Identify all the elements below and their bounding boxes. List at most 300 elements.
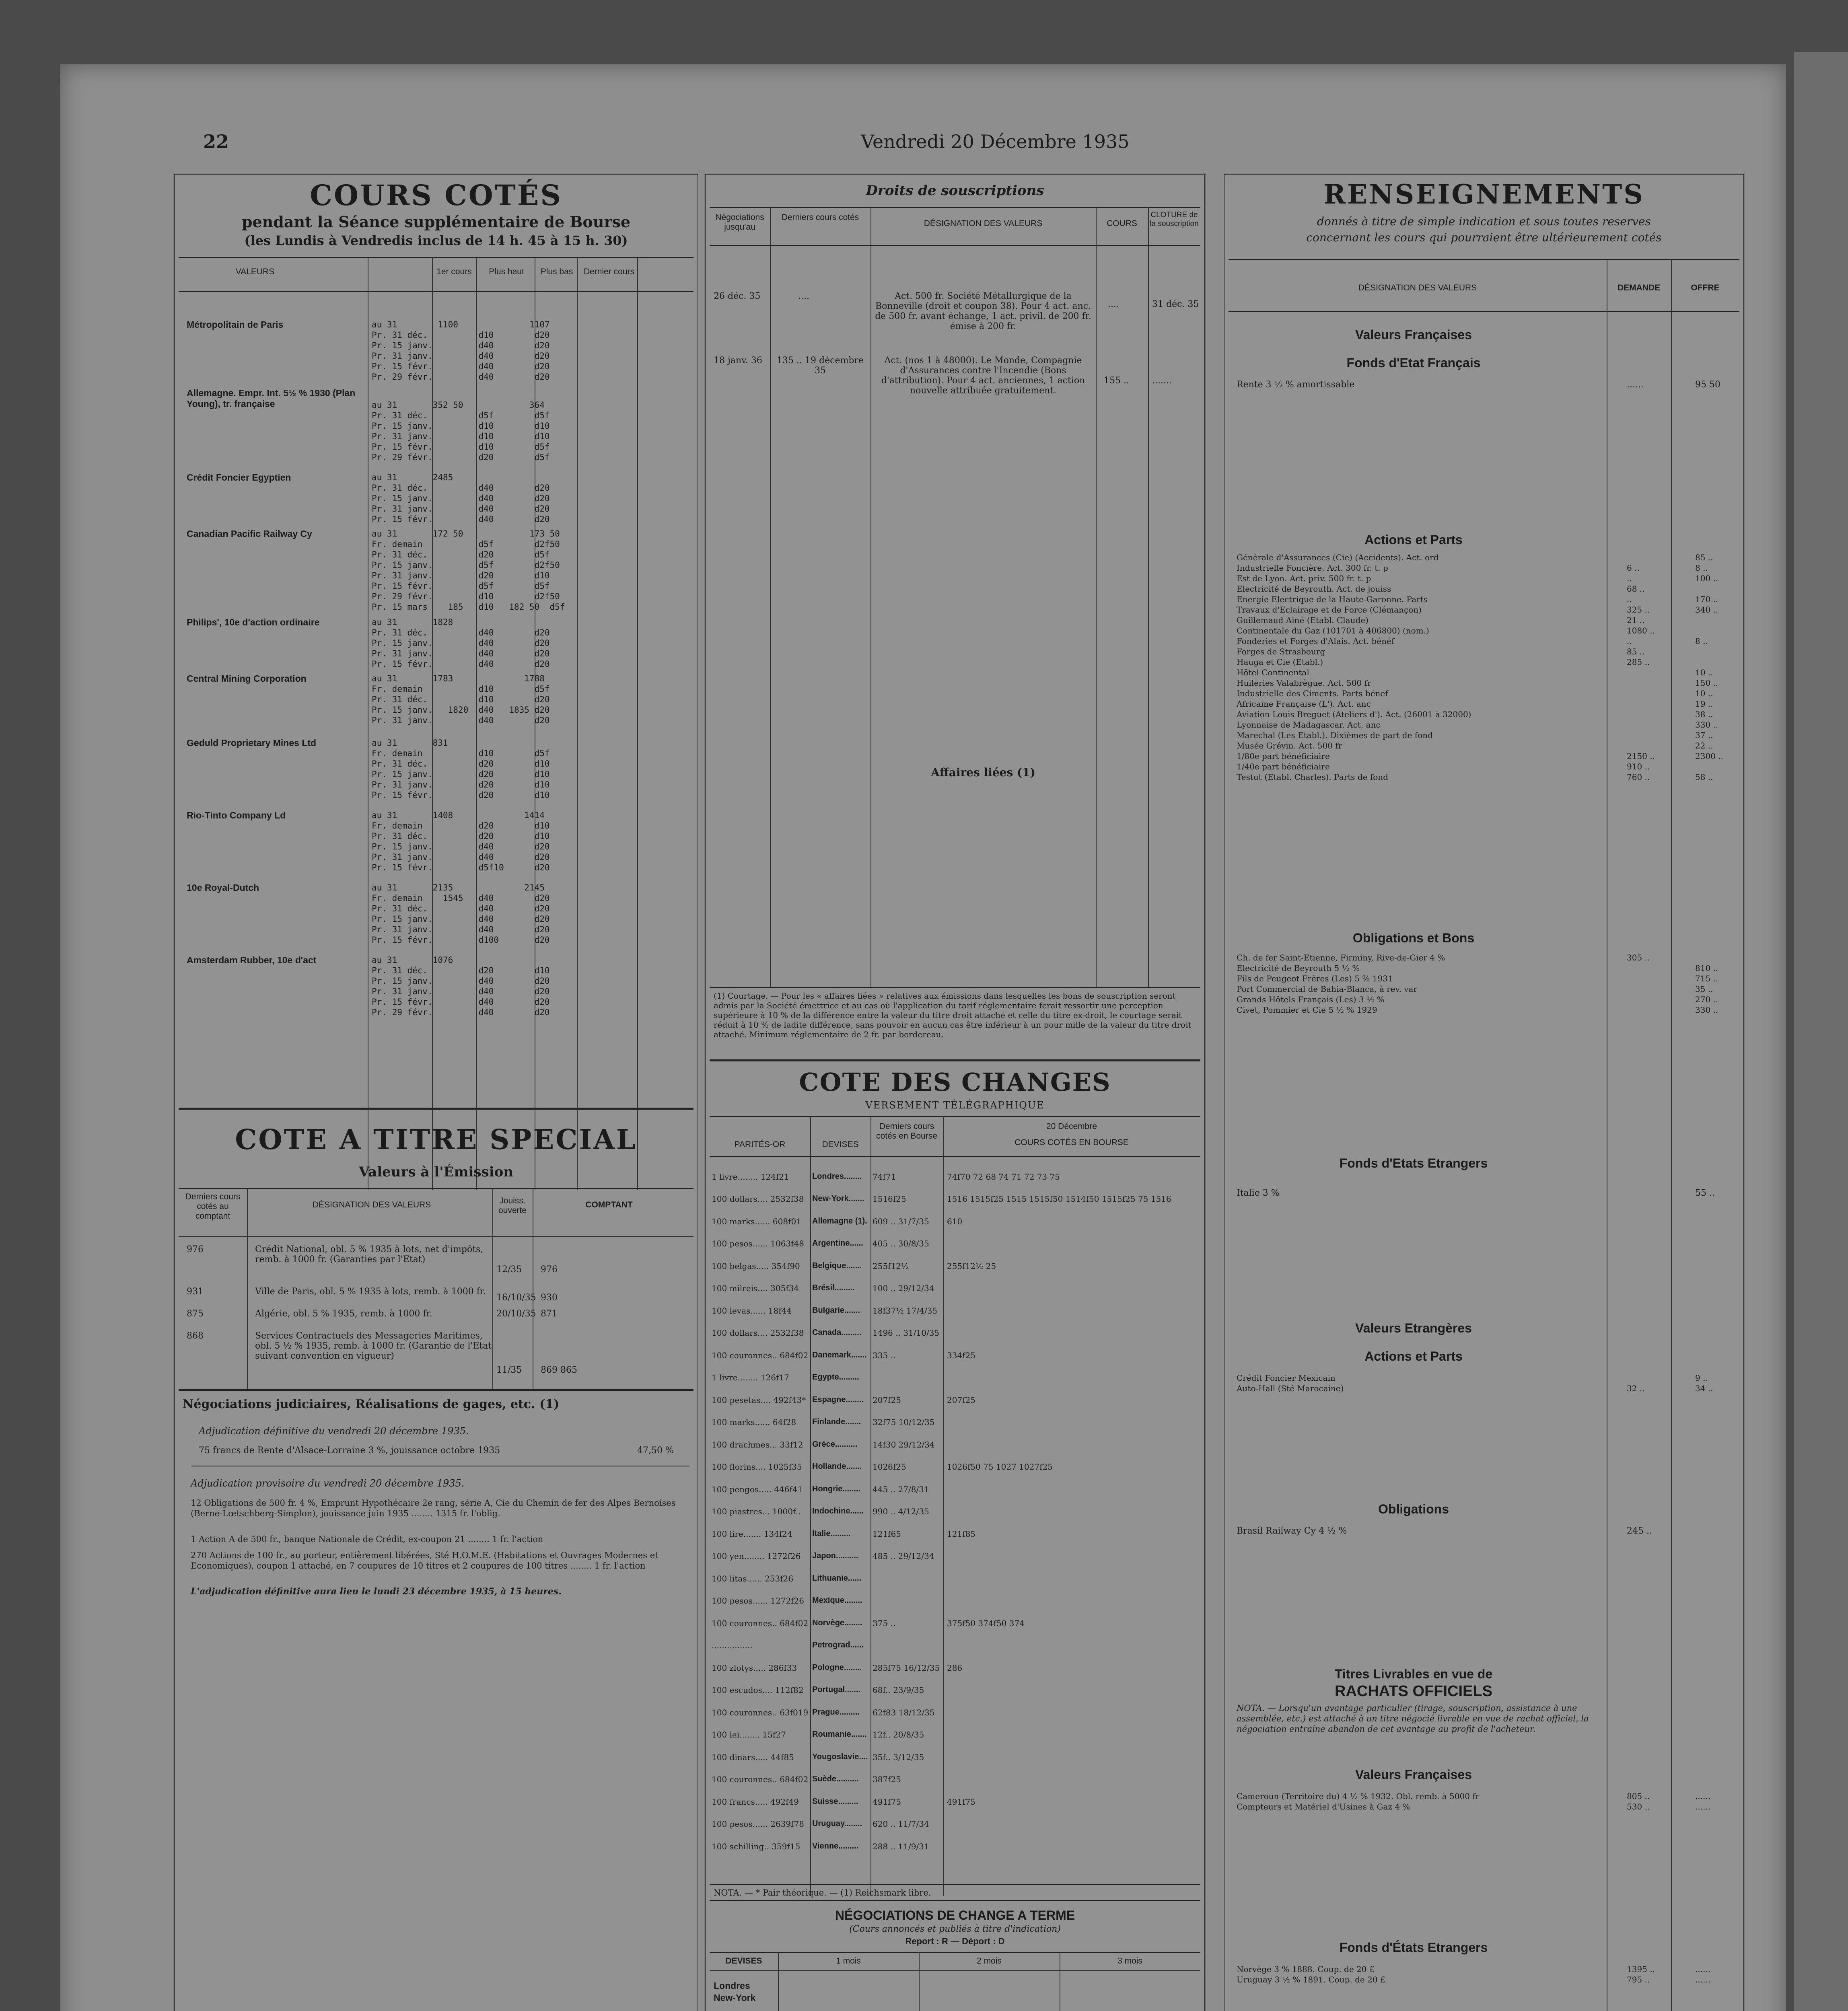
change-prev: 18f37½ 17/4/35 bbox=[873, 1306, 938, 1316]
ren-row-name: Hauga et Cie (Etabl.) bbox=[1237, 657, 1323, 667]
ren-row-offre: 2300 .. bbox=[1695, 751, 1723, 761]
terme-header-devises: DEVISES bbox=[725, 1956, 762, 1966]
ren-row-name: Hôtel Continental bbox=[1237, 668, 1309, 677]
change-prev: 32f75 10/12/35 bbox=[873, 1417, 935, 1427]
special-jouiss: 11/35 bbox=[496, 1365, 522, 1375]
ren-row-name: 1/40e part bénéficiaire bbox=[1237, 762, 1330, 771]
change-cours: 286 bbox=[947, 1663, 963, 1673]
renseignements-title: RENSEIGNEMENTS bbox=[1323, 179, 1644, 210]
ren-row-name: Brasil Railway Cy 4 ½ % bbox=[1237, 1526, 1347, 1536]
change-prev: 12f.. 20/8/35 bbox=[873, 1730, 924, 1740]
change-devise: Mexique........ bbox=[812, 1596, 862, 1605]
ren-nota: NOTA. — Lorsqu'un avantage particulier (tirage, souscription, assistance à une assemblée, etc.) est attaché à un titre négocié livrable en vue de rachat officiel, la négociation entraîne abandon de cet avantage au profit de l'acheteur. bbox=[1237, 1703, 1589, 1734]
ren-row-name: Electricité de Beyrouth. Act. de jouiss bbox=[1237, 584, 1391, 594]
cours-cotes-title: COURS COTÉS bbox=[310, 179, 562, 212]
change-parite: 100 couronnes.. 684f02 bbox=[712, 1618, 809, 1628]
change-prev: 620 .. 11/7/34 bbox=[873, 1819, 929, 1829]
adj-prov-title: Adjudication provisoire du vendredi 20 décembre 1935. bbox=[191, 1478, 465, 1489]
column-renseignements bbox=[1223, 173, 1745, 2011]
special-name: Algérie, obl. 5 % 1935, remb. à 1000 fr. bbox=[255, 1309, 432, 1319]
change-prev: 445 .. 27/8/31 bbox=[873, 1485, 929, 1494]
droit-cours: .... bbox=[1108, 299, 1119, 309]
change-prev: 990 .. 4/12/35 bbox=[873, 1507, 929, 1516]
ren-row-demande: 21 .. bbox=[1627, 615, 1645, 625]
ren-section: RACHATS OFFICIELS bbox=[1335, 1683, 1492, 1700]
change-prev: 335 .. bbox=[873, 1351, 896, 1360]
change-prev: 609 .. 31/7/35 bbox=[873, 1217, 929, 1226]
change-cours: 255f12½ 25 bbox=[947, 1261, 996, 1271]
ren-row-demande: 1395 .. bbox=[1627, 1964, 1655, 1974]
special-prev: 931 bbox=[187, 1287, 204, 1297]
changes-header-prev: Derniers cours cotés en Bourse bbox=[876, 1122, 937, 1141]
ren-row-name: Musée Grévin. Act. 500 fr bbox=[1237, 741, 1342, 751]
ren-row-offre: 715 .. bbox=[1695, 974, 1718, 983]
droit-date: 18 janv. 36 bbox=[714, 356, 762, 366]
ren-row-name: Guillemaud Ainé (Etabl. Claude) bbox=[1237, 615, 1369, 625]
adj-def-item: 75 francs de Rente d'Alsace-Lorraine 3 %, jouissance octobre 1935 bbox=[199, 1446, 500, 1456]
change-devise: Danemark....... bbox=[812, 1351, 867, 1359]
valeur-name: Allemagne. Empr. Int. 5½ % 1930 (Plan Young), tr. française bbox=[187, 388, 356, 409]
valeur-name: Central Mining Corporation bbox=[187, 673, 307, 684]
valeur-name: Philips', 10e d'action ordinaire bbox=[187, 617, 320, 627]
change-cours: 491f75 bbox=[947, 1797, 976, 1807]
change-parite: ................ bbox=[712, 1641, 753, 1650]
special-cours: 976 bbox=[541, 1265, 558, 1275]
affaires-liees: Affaires liées (1) bbox=[931, 766, 1035, 779]
ren-row-name: Cameroun (Territoire du) 4 ½ % 1932. Obl. remb. à 5000 fr bbox=[1237, 1791, 1480, 1801]
special-name: Crédit National, obl. 5 % 1935 à lots, net d'impôts, remb. à 1000 fr. (Garanties par l'Etat) bbox=[255, 1244, 484, 1265]
col-header-valeurs: VALEURS bbox=[235, 267, 275, 276]
change-devise: Grèce.......... bbox=[812, 1440, 858, 1449]
ren-header-offre: OFFRE bbox=[1691, 283, 1720, 292]
cote-special-section: Valeurs à l'Émission bbox=[358, 1164, 514, 1180]
change-prev: 35f.. 3/12/35 bbox=[873, 1752, 924, 1762]
change-prev: 491f75 bbox=[873, 1797, 901, 1807]
change-devise: Petrograd...... bbox=[812, 1641, 864, 1649]
adj-prov-item: 1 Action A de 500 fr., banque Nationale de Crédit, ex-coupon 21 ........ 1 fr. l'action bbox=[191, 1534, 543, 1544]
ren-row-offre: 8 .. bbox=[1695, 563, 1708, 573]
ren-row-demande: 795 .. bbox=[1627, 1975, 1650, 1984]
ren-section: Obligations bbox=[1378, 1502, 1449, 1516]
ren-row-offre: 10 .. bbox=[1695, 668, 1713, 677]
ren-row-offre: 22 .. bbox=[1695, 741, 1713, 751]
change-parite: 1 livre........ 124f21 bbox=[712, 1172, 789, 1182]
ren-row-offre: 100 .. bbox=[1695, 574, 1718, 583]
change-prev: 121f65 bbox=[873, 1529, 901, 1539]
droit-name: Act. (nos 1 à 48000). Le Monde, Compagnie d'Assurances contre l'Incendie (Bons d'attribution). Pour 4 act. anciennes, 1 action nouvelle attribuée gratuitement. bbox=[881, 356, 1085, 396]
change-devise: Uruguay........ bbox=[812, 1819, 862, 1828]
change-devise: Brésil......... bbox=[812, 1283, 855, 1292]
col-header-1er: 1er cours bbox=[436, 267, 472, 276]
ren-row-name: Lyonnaise de Madagascar. Act. anc bbox=[1237, 720, 1381, 730]
ren-row-demande: 245 .. bbox=[1627, 1526, 1652, 1536]
change-cours: 334f25 bbox=[947, 1351, 976, 1360]
change-devise: Italie......... bbox=[812, 1529, 851, 1538]
column-droits-changes bbox=[704, 173, 1206, 2011]
valeur-quotes: au 31 172 50 173 50 Fr. demain d5f d2f50 Pr. 31 déc. d20 d5f Pr. 15 janv. d5f d2f50 Pr. 31 janv. d20 d10 Pr. 15 févr. d5f d5f Pr. 29 févr. d10 d2f50 Pr. 15 mars 185 d10 182 50 d5f bbox=[372, 529, 565, 612]
ren-row-demande: .. bbox=[1627, 594, 1632, 604]
change-devise: Canada......... bbox=[812, 1328, 862, 1337]
valeur-name: Crédit Foncier Egyptien bbox=[187, 472, 291, 483]
ren-row-demande: 285 .. bbox=[1627, 657, 1650, 667]
ren-row-demande: 32 .. bbox=[1627, 1384, 1645, 1393]
change-devise: Suisse......... bbox=[812, 1797, 858, 1806]
ren-row-demande: 805 .. bbox=[1627, 1791, 1650, 1801]
ren-row-offre: 34 .. bbox=[1695, 1384, 1713, 1393]
valeur-name: Métropolitain de Paris bbox=[187, 319, 284, 330]
change-parite: 100 schilling.. 359f15 bbox=[712, 1842, 801, 1851]
droit-cloture: 31 déc. 35 bbox=[1152, 299, 1199, 309]
ren-row-offre: 270 .. bbox=[1695, 995, 1718, 1004]
special-cours: 930 bbox=[541, 1293, 558, 1303]
change-devise: Finlande....... bbox=[812, 1417, 861, 1426]
change-parite: 100 pesos...... 1063f48 bbox=[712, 1239, 804, 1248]
ren-row-name: Fils de Peugeot Frères (Les) 5 % 1931 bbox=[1237, 974, 1393, 983]
ren-row-offre: 35 .. bbox=[1695, 984, 1713, 994]
valeur-name: Rio-Tinto Company Ld bbox=[187, 810, 286, 820]
special-name: Services Contractuels des Messageries Maritimes, obl. 5 ½ % 1935, remb. à 1000 fr. (Garantie de l'Etat suivant convention en vigueur) bbox=[255, 1331, 492, 1361]
ren-row-name: Energie Electrique de la Haute-Garonne. Parts bbox=[1237, 594, 1428, 604]
change-devise: Espagne........ bbox=[812, 1395, 864, 1404]
ren-section: Fonds d'Etats Etrangers bbox=[1339, 1156, 1488, 1170]
valeur-quotes: au 31 1408 1414 Fr. demain d20 d10 Pr. 31 déc. d20 d10 Pr. 15 janv. d40 d20 Pr. 31 janv. d40 d20 Pr. 15 févr. d5f10 d20 bbox=[372, 810, 550, 872]
special-prev: 976 bbox=[187, 1244, 204, 1254]
valeur-quotes: au 31 831 Fr. demain d10 d5f Pr. 31 déc. d20 d10 Pr. 15 janv. d20 d10 Pr. 31 janv. d20 d10 Pr. 15 févr. d20 d10 bbox=[372, 738, 550, 800]
ren-row-offre: ...... bbox=[1695, 1791, 1711, 1801]
change-prev: 74f71 bbox=[873, 1172, 896, 1182]
ren-row-demande: 6 .. bbox=[1627, 563, 1640, 573]
terme-header-1: 1 mois bbox=[836, 1956, 861, 1966]
ren-section: Valeurs Françaises bbox=[1355, 327, 1472, 342]
ren-row-name: Rente 3 ½ % amortissable bbox=[1237, 380, 1355, 390]
change-cours: 1516 1515f25 1515 1515f50 1514f50 1515f25 75 1516 bbox=[947, 1194, 1171, 1204]
valeur-name: 10e Royal-Dutch bbox=[187, 882, 259, 893]
ren-row-name: Port Commercial de Bahia-Blanca, à rev. var bbox=[1237, 984, 1418, 994]
change-prev: 375 .. bbox=[873, 1618, 896, 1628]
ren-section: Valeurs Etrangères bbox=[1355, 1321, 1472, 1335]
changes-header-parites: PARITÉS-OR bbox=[734, 1140, 786, 1149]
special-header-prev: Derniers cours cotés au comptant bbox=[185, 1192, 241, 1221]
ren-row-offre: 85 .. bbox=[1695, 553, 1713, 562]
ren-row-demande: .. bbox=[1627, 636, 1632, 646]
ren-row-name: Grands Hôtels Français (Les) 3 ½ % bbox=[1237, 995, 1385, 1004]
ren-row-name: Huileries Valabrègue. Act. 500 fr bbox=[1237, 678, 1371, 688]
change-parite: 100 drachmes... 33f12 bbox=[712, 1440, 803, 1450]
terme-header-2: 2 mois bbox=[977, 1956, 1002, 1966]
ren-row-offre: 9 .. bbox=[1695, 1373, 1708, 1383]
ren-row-offre: 55 .. bbox=[1695, 1188, 1715, 1198]
terme-subtitle: (Cours annoncés et publiés à titre d'indication) bbox=[849, 1924, 1061, 1934]
ren-row-offre: 19 .. bbox=[1695, 699, 1713, 709]
changes-header-devises: DEVISES bbox=[822, 1140, 859, 1149]
valeur-quotes: au 31 2485 Pr. 31 déc. d40 d20 Pr. 15 janv. d40 d20 Pr. 31 janv. d40 d20 Pr. 15 févr. d40 d20 bbox=[372, 473, 550, 524]
ren-row-offre: 10 .. bbox=[1695, 689, 1713, 698]
valeur-quotes: au 31 1828 Pr. 31 déc. d40 d20 Pr. 15 janv. d40 d20 Pr. 31 janv. d40 d20 Pr. 15 févr. d40 d20 bbox=[372, 617, 550, 669]
special-header-comptant: COMPTANT bbox=[585, 1200, 633, 1209]
ren-row-name: Forges de Strasbourg bbox=[1237, 647, 1325, 656]
ren-header-desig: DÉSIGNATION DES VALEURS bbox=[1358, 283, 1477, 292]
droit-cloture: ....... bbox=[1152, 376, 1172, 386]
adj-note: L'adjudication définitive aura lieu le lundi 23 décembre 1935, à 15 heures. bbox=[191, 1586, 562, 1597]
special-prev: 875 bbox=[187, 1309, 204, 1319]
valeur-quotes: au 31 1100 1107 Pr. 31 déc. d10 d20 Pr. 15 janv. d40 d20 Pr. 31 janv. d40 d20 Pr. 15 févr. d40 d20 Pr. 29 févr. d40 d20 bbox=[372, 320, 550, 382]
ren-header-demande: DEMANDE bbox=[1617, 283, 1661, 292]
col-header-haut: Plus haut bbox=[489, 267, 524, 276]
change-parite: 100 zlotys..... 286f33 bbox=[712, 1663, 797, 1673]
special-prev: 868 bbox=[187, 1331, 204, 1341]
ren-row-name: Travaux d'Eclairage et de Force (Clémançon) bbox=[1237, 605, 1422, 615]
ren-section: Fonds d'États Etrangers bbox=[1339, 1940, 1488, 1955]
change-parite: 100 lire....... 134f24 bbox=[712, 1529, 792, 1539]
change-cours: 207f25 bbox=[947, 1395, 976, 1405]
change-prev: 485 .. 29/12/34 bbox=[873, 1551, 934, 1561]
special-jouiss: 12/35 bbox=[496, 1265, 522, 1275]
ren-row-offre: 170 .. bbox=[1695, 594, 1718, 604]
ren-section: Actions et Parts bbox=[1364, 1349, 1463, 1363]
valeur-quotes: au 31 1076 Pr. 31 déc. d20 d10 Pr. 15 janv. d40 d20 Pr. 31 janv. d40 d20 Pr. 15 févr. d40 d20 Pr. 29 févr. d40 d20 bbox=[372, 955, 550, 1017]
change-prev: 387f25 bbox=[873, 1775, 901, 1784]
ren-row-demande: 530 .. bbox=[1627, 1802, 1650, 1812]
ren-row-demande: .. bbox=[1627, 574, 1632, 583]
change-parite: 100 yen........ 1272f26 bbox=[712, 1551, 801, 1561]
change-devise: Roumanie....... bbox=[812, 1730, 867, 1739]
change-cours: 375f50 374f50 374 bbox=[947, 1618, 1025, 1628]
cours-cotes-subtitle: pendant la Séance supplémentaire de Bourse bbox=[241, 213, 631, 231]
change-parite: 100 litas...... 253f26 bbox=[712, 1574, 794, 1583]
ren-row-demande: 325 .. bbox=[1627, 605, 1650, 615]
change-devise: Londres........ bbox=[812, 1172, 862, 1181]
change-devise: Yougoslavie.... bbox=[812, 1752, 868, 1761]
changes-title: COTE DES CHANGES bbox=[799, 1067, 1111, 1097]
changes-rows bbox=[710, 1172, 1200, 1880]
special-jouiss: 20/10/35 bbox=[496, 1309, 536, 1319]
change-devise: Prague......... bbox=[812, 1708, 860, 1717]
change-prev: 288 .. 11/9/31 bbox=[873, 1842, 929, 1851]
change-parite: 100 milreis.... 305f34 bbox=[712, 1283, 799, 1293]
negociations-title: Négociations judiciaires, Réalisations de gages, etc. (1) bbox=[183, 1397, 560, 1411]
droit-date: 26 déc. 35 bbox=[714, 291, 761, 301]
ren-section: Valeurs Françaises bbox=[1355, 1767, 1472, 1782]
change-parite: 100 pesetas.... 492f43* bbox=[712, 1395, 806, 1405]
ren-row-name: Compteurs et Matériel d'Usines à Gaz 4 % bbox=[1237, 1802, 1410, 1812]
change-parite: 100 dinars..... 44f85 bbox=[712, 1752, 794, 1762]
ren-row-offre: 38 .. bbox=[1695, 709, 1713, 719]
change-devise: Lithuanie...... bbox=[812, 1574, 862, 1583]
change-cours: 121f85 bbox=[947, 1529, 976, 1539]
ren-row-name: Civet, Pommier et Cie 5 ½ % 1929 bbox=[1237, 1005, 1377, 1015]
change-prev: 100 .. 29/12/34 bbox=[873, 1283, 934, 1293]
ren-row-name: Testut (Etabl. Charles). Parts de fond bbox=[1237, 772, 1388, 782]
adj-def-title: Adjudication définitive du vendredi 20 décembre 1935. bbox=[199, 1425, 469, 1437]
droit-prev: .... bbox=[798, 291, 809, 301]
ren-row-offre: 810 .. bbox=[1695, 963, 1718, 973]
ren-row-name: Electricité de Beyrouth 5 ½ % bbox=[1237, 963, 1360, 973]
change-parite: 100 couronnes.. 684f02 bbox=[712, 1351, 809, 1360]
ren-row-name: Industrielle Foncière. Act. 300 fr. t. p bbox=[1237, 563, 1388, 573]
ren-row-demande: 305 .. bbox=[1627, 953, 1650, 962]
change-devise: Portugal....... bbox=[812, 1685, 861, 1694]
change-parite: 100 belgas..... 354f90 bbox=[712, 1261, 800, 1271]
change-devise: Belgique....... bbox=[812, 1261, 862, 1270]
change-prev: 255f12½ bbox=[873, 1261, 909, 1271]
adj-def-value: 47,50 % bbox=[637, 1446, 674, 1456]
special-jouiss: 16/10/35 bbox=[496, 1293, 536, 1303]
special-header-desig: DÉSIGNATION DES VALEURS bbox=[312, 1200, 431, 1209]
changes-header-date: 20 Décembre bbox=[1046, 1122, 1097, 1131]
special-name: Ville de Paris, obl. 5 % 1935 à lots, remb. à 1000 fr. bbox=[255, 1287, 486, 1297]
valeur-name: Amsterdam Rubber, 10e d'act bbox=[187, 955, 317, 965]
change-parite: 1 livre........ 126f17 bbox=[712, 1373, 789, 1382]
valeur-name: Geduld Proprietary Mines Ltd bbox=[187, 738, 317, 748]
droits-header-desig: DÉSIGNATION DES VALEURS bbox=[924, 219, 1043, 228]
ren-row-demande: 1080 .. bbox=[1627, 626, 1655, 635]
change-parite: 100 florins.... 1025f35 bbox=[712, 1462, 802, 1472]
ren-row-demande: 68 .. bbox=[1627, 584, 1645, 594]
change-devise: New-York....... bbox=[812, 1194, 864, 1203]
ren-section: Obligations et Bons bbox=[1352, 931, 1475, 945]
renseignements-sub1: donnés à titre de simple indication et sous toutes reserves bbox=[1317, 215, 1651, 228]
ren-row-offre: 58 .. bbox=[1695, 772, 1713, 782]
change-devise: Egypte......... bbox=[812, 1373, 859, 1382]
change-prev: 14f30 29/12/34 bbox=[873, 1440, 935, 1450]
ren-row-name: Auto-Hall (Sté Marocaine) bbox=[1237, 1384, 1344, 1393]
ren-row-name: Africaine Française (L'). Act. anc bbox=[1237, 699, 1371, 709]
ren-row-name: Fonderies et Forges d'Alais. Act. bénéf bbox=[1237, 636, 1395, 646]
ren-row-demande: 85 .. bbox=[1627, 647, 1645, 656]
ren-row-name: Aviation Louis Breguet (Ateliers d'). Act. (26001 à 32000) bbox=[1237, 709, 1471, 719]
ren-row-offre: 330 .. bbox=[1695, 1005, 1718, 1015]
ren-row-name: Marechal (Les Etabl.). Dixièmes de part de fond bbox=[1237, 730, 1433, 740]
ren-row-name: Continentale du Gaz (101701 à 406800) (nom.) bbox=[1237, 626, 1429, 635]
ren-row-offre: ...... bbox=[1695, 1975, 1711, 1984]
ren-section: Fonds d'Etat Français bbox=[1346, 356, 1481, 370]
change-parite: 100 escudos.... 112f82 bbox=[712, 1685, 804, 1695]
special-cours: 869 865 bbox=[541, 1365, 577, 1375]
cote-special-title: COTE A TITRE SPECIAL bbox=[235, 1124, 637, 1156]
valeur-quotes: au 31 1783 1788 Fr. demain d10 d5f Pr. 31 déc. d10 d20 Pr. 15 janv. 1820 d40 1835 d20 Pr. 31 janv. d40 d20 bbox=[372, 674, 550, 725]
change-devise: Allemagne (1). bbox=[812, 1217, 867, 1226]
change-parite: 100 couronnes.. 684f02 bbox=[712, 1775, 809, 1784]
change-prev: 62f83 18/12/35 bbox=[873, 1708, 935, 1717]
change-parite: 100 marks...... 64f28 bbox=[712, 1417, 796, 1427]
change-prev: 405 .. 30/8/35 bbox=[873, 1239, 929, 1248]
valeur-name: Canadian Pacific Railway Cy bbox=[187, 528, 312, 539]
change-parite: 100 pesos...... 1272f26 bbox=[712, 1596, 804, 1606]
column-cours-cotes bbox=[173, 173, 699, 2011]
change-parite: 100 piastres... 1000f.. bbox=[712, 1507, 801, 1516]
change-prev: 1516f25 bbox=[873, 1194, 906, 1204]
droits-header-cloture: CLOTURE de la souscription bbox=[1150, 211, 1199, 228]
ren-row-name: Ch. de fer Saint-Etienne, Firminy, Rive-de-Gier 4 % bbox=[1237, 953, 1445, 962]
ren-section: Actions et Parts bbox=[1364, 533, 1463, 547]
change-prev: 1496 .. 31/10/35 bbox=[873, 1328, 940, 1338]
change-devise: Indochine...... bbox=[812, 1507, 864, 1515]
droits-header-cours: COURS bbox=[1107, 219, 1137, 228]
ren-row-name: Norvège 3 % 1888. Coup. de 20 £ bbox=[1237, 1964, 1375, 1974]
ren-row-name: Crédit Foncier Mexicain bbox=[1237, 1373, 1336, 1383]
droit-prev: 135 .. 19 décembre 35 bbox=[777, 356, 864, 376]
change-prev: 207f25 bbox=[873, 1395, 901, 1405]
special-header-jouiss: Jouiss. ouverte bbox=[498, 1196, 527, 1215]
ren-row-name: Générale d'Assurances (Cie) (Accidents). Act. ord bbox=[1237, 553, 1439, 562]
valeur-quotes: au 31 352 50 364 Pr. 31 déc. d5f d5f Pr. 15 janv. d10 d10 Pr. 31 janv. d10 d10 Pr. 15 févr. d10 d5f Pr. 29 févr. d20 d5f bbox=[372, 400, 550, 462]
terme-row-londres: Londres bbox=[714, 1980, 750, 1991]
ren-row-offre: 330 .. bbox=[1695, 720, 1718, 730]
droit-cours: 155 .. bbox=[1104, 376, 1129, 386]
terme-row-newyork: New-York bbox=[714, 1992, 756, 2003]
droits-title: Droits de souscriptions bbox=[866, 183, 1044, 199]
ren-row-name: Industrielle des Ciments. Parts bénef bbox=[1237, 689, 1388, 698]
special-cours: 871 bbox=[541, 1309, 558, 1319]
change-parite: 100 francs..... 492f49 bbox=[712, 1797, 799, 1807]
change-parite: 100 dollars.... 2532f38 bbox=[712, 1328, 804, 1338]
change-devise: Hollande....... bbox=[812, 1462, 862, 1471]
courtage-note: (1) Courtage. — Pour les « affaires liées » relatives aux émissions dans lesquelles les bons de souscription seront admis par la Société émettrice et au cas où l'application du tarif réglementaire ferait ressortir une perception supérieure à 10 % de la différence entre la valeur du titre droit attaché et celle du titre ex-droit, le courtage serait réduit à 10 % de ladite différence, sans pouvoir en aucun cas être inférieur à un pour mille de la valeur du titre droit attaché. Minimum réglementaire de 2 fr. par bordereau. bbox=[714, 991, 1192, 1039]
change-prev: 68f.. 23/9/35 bbox=[873, 1685, 924, 1695]
page-number: 22 bbox=[203, 131, 229, 152]
ren-row-demande: 910 .. bbox=[1627, 762, 1650, 771]
change-cours: 610 bbox=[947, 1217, 963, 1226]
terme-title: NÉGOCIATIONS DE CHANGE A TERME bbox=[835, 1908, 1075, 1923]
change-prev: 285f75 16/12/35 bbox=[873, 1663, 940, 1673]
droits-header-prev: Derniers cours cotés bbox=[781, 213, 859, 222]
ren-row-name: Est de Lyon. Act. priv. 500 fr. t. p bbox=[1237, 574, 1371, 583]
col-header-dernier: Dernier cours bbox=[583, 267, 635, 276]
page-date: Vendredi 20 Décembre 1935 bbox=[861, 131, 1130, 152]
change-devise: Suède.......... bbox=[812, 1775, 859, 1783]
ren-row-offre: 8 .. bbox=[1695, 636, 1708, 646]
ren-row-demande: ...... bbox=[1627, 380, 1644, 390]
ren-row-offre: ...... bbox=[1695, 1964, 1711, 1974]
renseignements-sub2: concernant les cours qui pourraient être ultérieurement cotés bbox=[1306, 231, 1662, 244]
change-prev: 1026f25 bbox=[873, 1462, 906, 1472]
change-devise: Norvège........ bbox=[812, 1618, 862, 1627]
valeur-quotes: au 31 2135 2145 Fr. demain 1545 d40 d20 Pr. 31 déc. d40 d20 Pr. 15 janv. d40 d20 Pr. 31 janv. d40 d20 Pr. 15 févr. d100 d20 bbox=[372, 883, 550, 945]
ren-row-demande: 760 .. bbox=[1627, 772, 1650, 782]
change-parite: 100 marks...... 608f01 bbox=[712, 1217, 801, 1226]
changes-subtitle: VERSEMENT TÉLÉGRAPHIQUE bbox=[865, 1100, 1045, 1111]
ren-row-name: Uruguay 3 ½ % 1891. Coup. de 20 £ bbox=[1237, 1975, 1385, 1984]
change-cours: 1026f50 75 1027 1027f25 bbox=[947, 1462, 1053, 1472]
change-devise: Vienne......... bbox=[812, 1842, 859, 1851]
change-parite: 100 couronnes.. 63f019 bbox=[712, 1708, 809, 1717]
ren-row-offre: 95 50 bbox=[1695, 380, 1720, 390]
ren-row-offre: 37 .. bbox=[1695, 730, 1713, 740]
change-parite: 100 pengos..... 446f41 bbox=[712, 1485, 803, 1494]
change-parite: 100 pesos...... 2639f78 bbox=[712, 1819, 804, 1829]
col-header-bas: Plus bas bbox=[540, 267, 573, 276]
change-cours: 74f70 72 68 74 71 72 73 75 bbox=[947, 1172, 1060, 1182]
cours-cotes-hours: (les Lundis à Vendredis inclus de 14 h. 45 à 15 h. 30) bbox=[244, 233, 628, 248]
terme-header-3: 3 mois bbox=[1117, 1956, 1142, 1966]
ren-row-name: Italie 3 % bbox=[1237, 1188, 1280, 1198]
ren-row-offre: 150 .. bbox=[1695, 678, 1718, 688]
change-devise: Argentine...... bbox=[812, 1239, 863, 1248]
terme-report: Report : R — Déport : D bbox=[905, 1936, 1005, 1946]
change-parite: 100 dollars.... 2532f38 bbox=[712, 1194, 804, 1204]
change-devise: Pologne........ bbox=[812, 1663, 862, 1672]
change-parite: 100 lei........ 15f27 bbox=[712, 1730, 786, 1740]
changes-header-cours: COURS COTÉS EN BOURSE bbox=[1015, 1138, 1129, 1147]
ren-row-name: 1/80e part bénéficiaire bbox=[1237, 751, 1330, 761]
change-devise: Bulgarie....... bbox=[812, 1306, 860, 1315]
change-devise: Hongrie........ bbox=[812, 1485, 861, 1493]
changes-nota: NOTA. — * Pair théorique. — (1) Reichsmark libre. bbox=[714, 1888, 931, 1898]
change-parite: 100 levas...... 18f44 bbox=[712, 1306, 792, 1316]
ren-section: Titres Livrables en vue de bbox=[1334, 1667, 1493, 1681]
ren-row-demande: 2150 .. bbox=[1627, 751, 1655, 761]
droit-name: Act. 500 fr. Société Métallurgique de la Bonneville (droit et coupon 38). Pour 4 act. anc. de 500 fr. avant échange, 1 act. privil. de 200 fr. émise à 200 fr. bbox=[875, 291, 1091, 331]
